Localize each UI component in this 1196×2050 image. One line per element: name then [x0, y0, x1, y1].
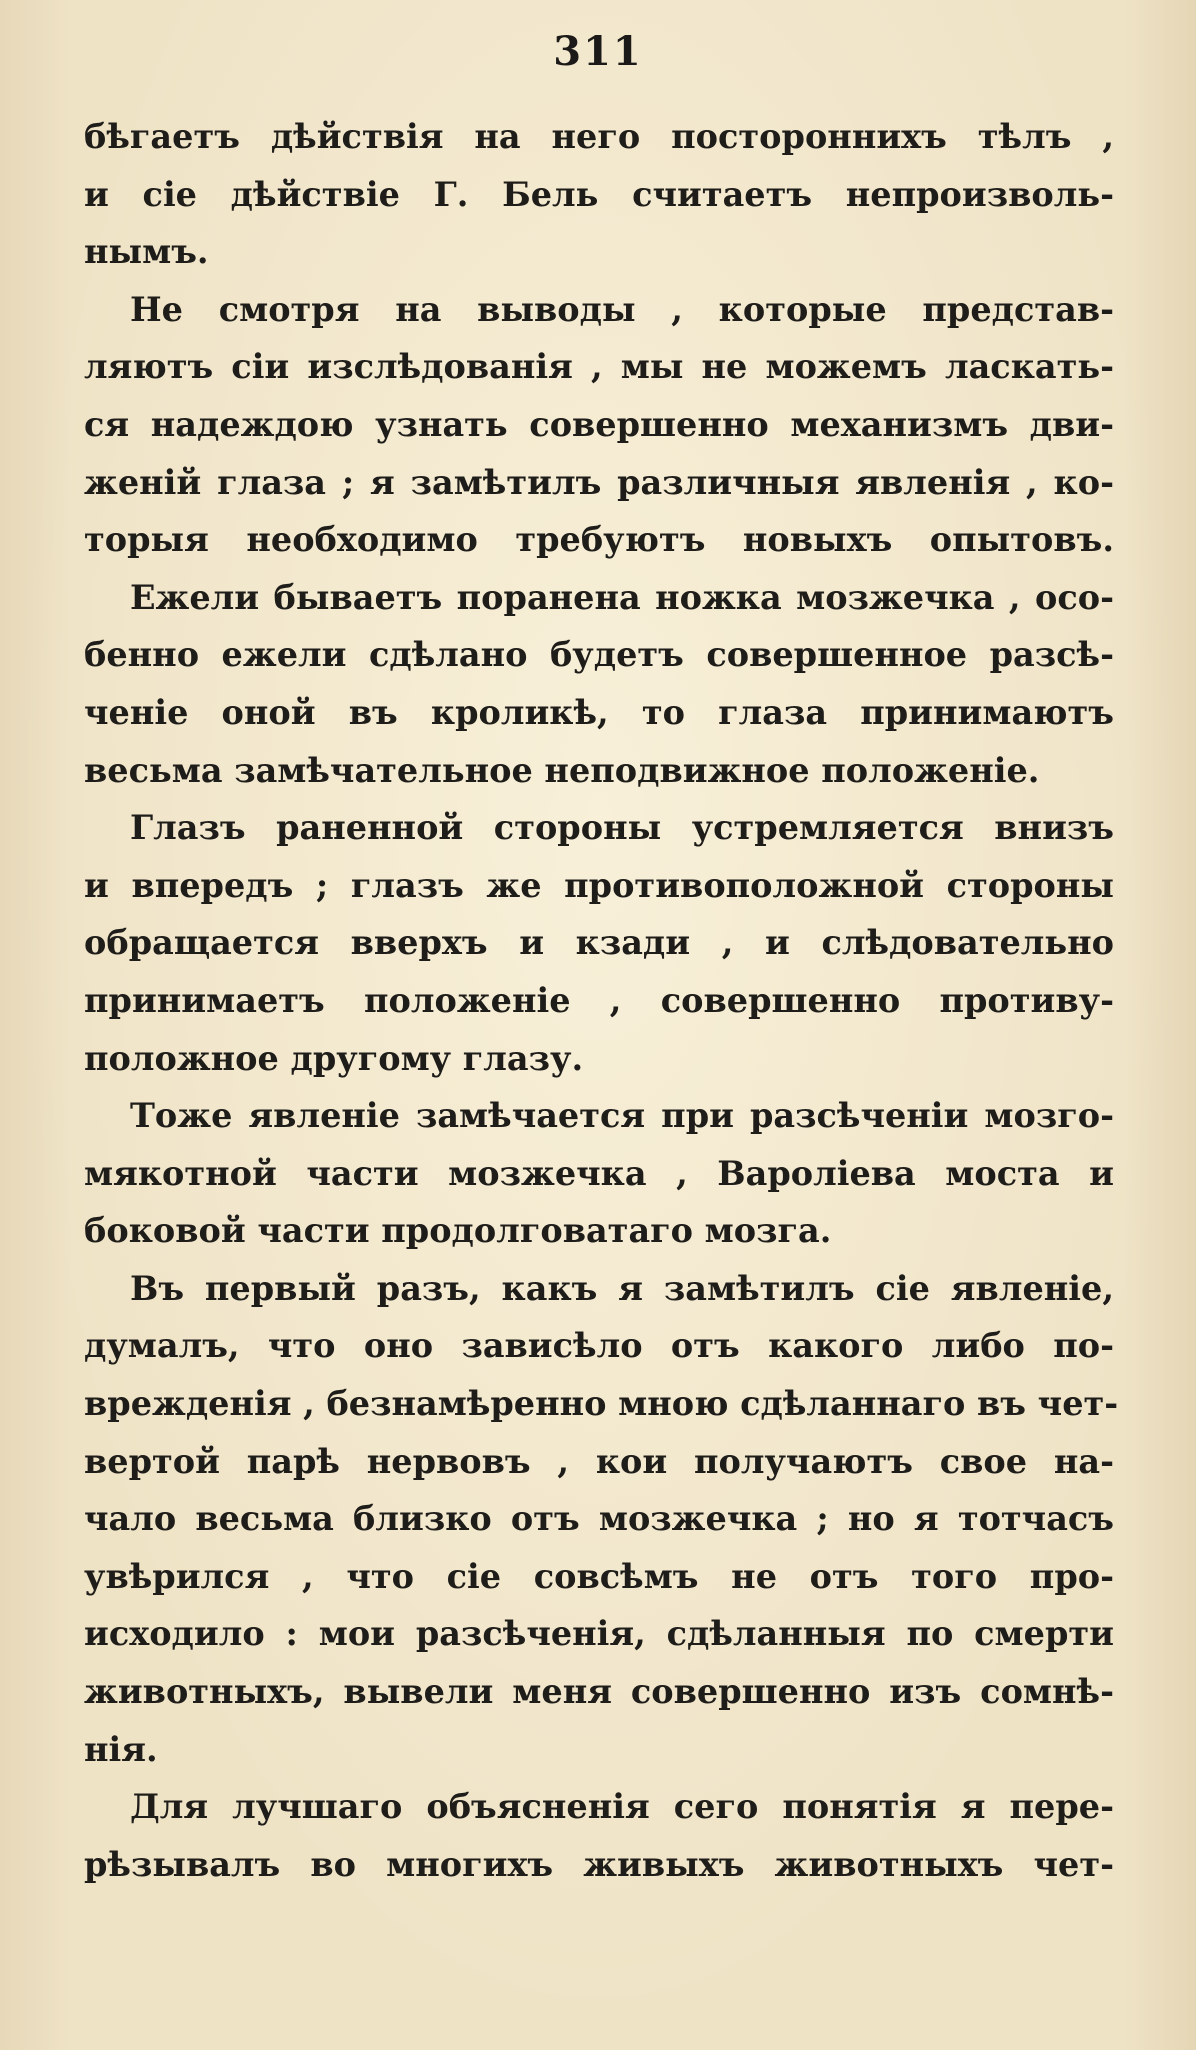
text-line: обращается вверхъ и кзади , и слѣдовательно [84, 923, 1114, 963]
text-line: торыя необходимо требуютъ новыхъ опытовъ. [84, 520, 1114, 560]
text-line: вертой парѣ нервовъ , кои получаютъ свое на- [84, 1441, 1114, 1481]
text-line: нымъ. [84, 232, 209, 272]
text-line: увѣрился , что сіе совсѣмъ не отъ того про- [84, 1556, 1114, 1596]
text-line: Въ первый разъ, какъ я замѣтилъ сіе явленіе, [130, 1268, 1114, 1308]
text-line: врежденія , безнамѣренно мною сдѣланнаго въ чет- [84, 1384, 1119, 1424]
text-line: рѣзывалъ во многихъ живыхъ животныхъ чет- [84, 1844, 1114, 1884]
text-line: чало весьма близко отъ мозжечка ; но я тотчасъ [84, 1499, 1114, 1539]
text-line: Не смотря на выводы , которые представ- [130, 289, 1114, 329]
text-line: и сіе дѣйствіе Г. Бель считаетъ непроизволь- [84, 174, 1114, 214]
text-line: Ежели бываетъ поранена ножка мозжечка , осо- [130, 577, 1114, 617]
text-line: женій глаза ; я замѣтилъ различныя явленія , ко- [84, 462, 1114, 502]
text-line: боковой части продолговатаго мозга. [84, 1211, 832, 1251]
text-line: Тоже явленіе замѣчается при разсѣченіи мозго- [130, 1096, 1114, 1136]
text-line: исходило : мои разсѣченія, сдѣланныя по смерти [84, 1614, 1114, 1654]
text-line: нія. [84, 1729, 158, 1769]
body-text [84, 108, 1119, 1893]
text-line: принимаетъ положеніе , совершенно противу- [84, 980, 1114, 1020]
text-line: бѣгаетъ дѣйствія на него постороннихъ тѣлъ , [84, 117, 1114, 156]
text-line: думалъ, что оно зависѣло отъ какого либо по- [84, 1326, 1114, 1366]
page-number: 311 [553, 28, 643, 75]
text-line: бенно ежели сдѣлано будетъ совершенное разсѣ- [84, 635, 1114, 675]
text-line: ся надеждою узнать совершенно механизмъ дви- [84, 404, 1114, 444]
text-line: ляютъ сіи изслѣдованія , мы не можемъ ласкать- [84, 347, 1114, 387]
text-line: мякотной части мозжечка , Вароліева моста и [84, 1153, 1114, 1193]
text-line: животныхъ, вывели меня совершенно изъ сомнѣ- [84, 1672, 1114, 1712]
text-line: Глазъ раненной стороны устремляется внизъ [130, 808, 1114, 848]
text-line: Для лучшаго объясненія сего понятія я пере- [130, 1787, 1114, 1827]
text-line: и впередъ ; глазъ же противоположной стороны [84, 865, 1114, 905]
text-line: ченіе оной въ кроликѣ, то глаза принимаютъ [84, 692, 1114, 732]
text-line: положное другому глазу. [84, 1038, 584, 1078]
text-line: весьма замѣчательное неподвижное положеніе. [84, 750, 1040, 790]
